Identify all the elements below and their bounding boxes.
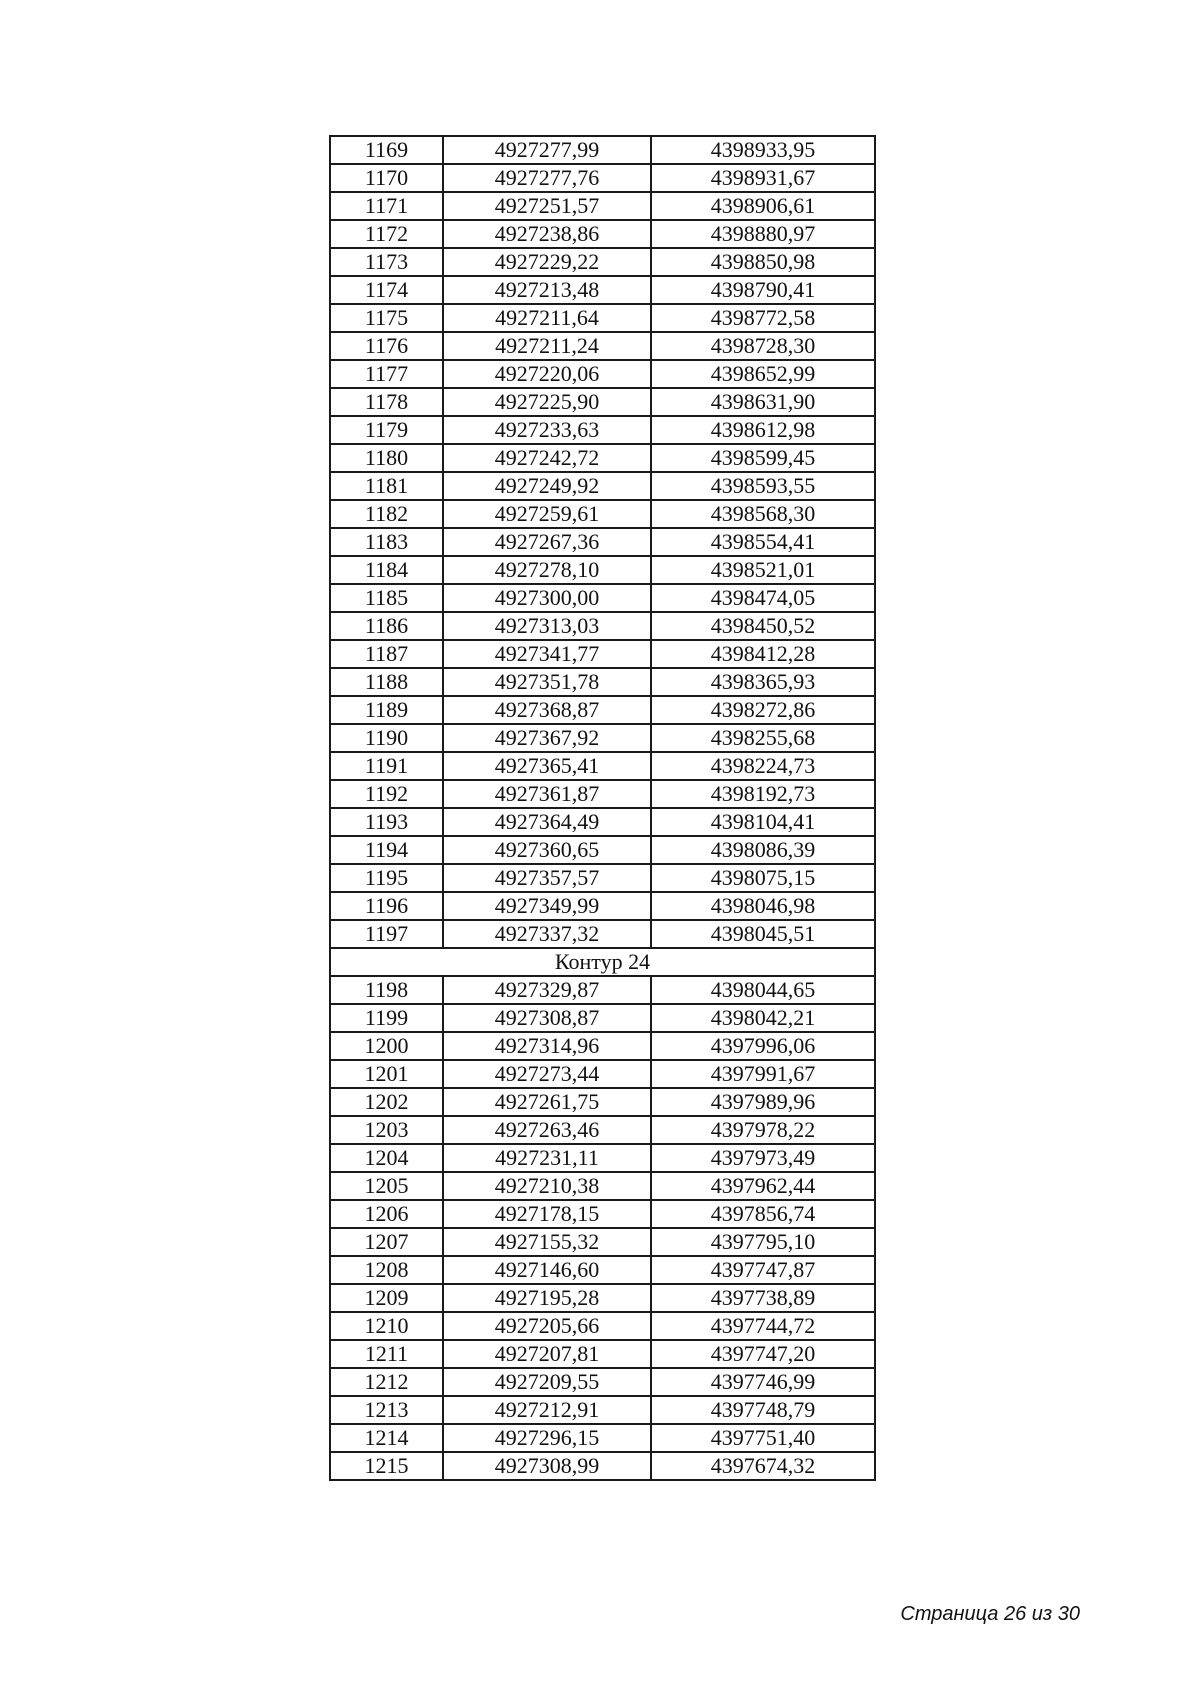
table-row xyxy=(330,752,875,780)
y-coordinate-cell: 4398412,28 xyxy=(651,640,875,668)
x-coordinate-cell: 4927178,15 xyxy=(443,1200,651,1228)
table-row xyxy=(330,192,875,220)
x-coordinate-cell: 4927209,55 xyxy=(443,1368,651,1396)
y-coordinate-cell: 4398086,39 xyxy=(651,836,875,864)
table-row xyxy=(330,640,875,668)
x-coordinate-cell: 4927313,03 xyxy=(443,612,651,640)
x-coordinate-cell: 4927261,75 xyxy=(443,1088,651,1116)
table-row xyxy=(330,1228,875,1256)
x-coordinate-cell: 4927229,22 xyxy=(443,248,651,276)
x-coordinate-cell: 4927351,78 xyxy=(443,668,651,696)
y-coordinate-cell: 4398652,99 xyxy=(651,360,875,388)
x-coordinate-cell: 4927146,60 xyxy=(443,1256,651,1284)
x-coordinate-cell: 4927267,36 xyxy=(443,528,651,556)
table-row xyxy=(330,584,875,612)
x-coordinate-cell: 4927225,90 xyxy=(443,388,651,416)
page-number: Страница 26 из 30 xyxy=(900,1603,1080,1625)
table-row xyxy=(330,1144,875,1172)
x-coordinate-cell: 4927242,72 xyxy=(443,444,651,472)
table-row xyxy=(330,332,875,360)
x-coordinate-cell: 4927195,28 xyxy=(443,1284,651,1312)
y-coordinate-cell: 4398631,90 xyxy=(651,388,875,416)
y-coordinate-cell: 4398880,97 xyxy=(651,220,875,248)
x-coordinate-cell: 4927308,87 xyxy=(443,1004,651,1032)
y-coordinate-cell: 4398075,15 xyxy=(651,864,875,892)
table-row xyxy=(330,1284,875,1312)
table-row xyxy=(330,304,875,332)
point-number-cell: 1213 xyxy=(330,1396,443,1424)
y-coordinate-cell: 4398224,73 xyxy=(651,752,875,780)
point-number-cell: 1176 xyxy=(330,332,443,360)
x-coordinate-cell: 4927361,87 xyxy=(443,780,651,808)
point-number-cell: 1202 xyxy=(330,1088,443,1116)
x-coordinate-cell: 4927357,57 xyxy=(443,864,651,892)
point-number-cell: 1177 xyxy=(330,360,443,388)
x-coordinate-cell: 4927329,87 xyxy=(443,976,651,1004)
y-coordinate-cell: 4397989,96 xyxy=(651,1088,875,1116)
table-row xyxy=(330,1200,875,1228)
x-coordinate-cell: 4927365,41 xyxy=(443,752,651,780)
table-row xyxy=(330,500,875,528)
x-coordinate-cell: 4927263,46 xyxy=(443,1116,651,1144)
x-coordinate-cell: 4927155,32 xyxy=(443,1228,651,1256)
table-row xyxy=(330,1172,875,1200)
point-number-cell: 1174 xyxy=(330,276,443,304)
point-number-cell: 1203 xyxy=(330,1116,443,1144)
table-row xyxy=(330,528,875,556)
table-row xyxy=(330,1396,875,1424)
point-number-cell: 1197 xyxy=(330,920,443,948)
x-coordinate-cell: 4927273,44 xyxy=(443,1060,651,1088)
point-number-cell: 1184 xyxy=(330,556,443,584)
table-row xyxy=(330,1060,875,1088)
y-coordinate-cell: 4397856,74 xyxy=(651,1200,875,1228)
point-number-cell: 1178 xyxy=(330,388,443,416)
table-row xyxy=(330,556,875,584)
x-coordinate-cell: 4927211,24 xyxy=(443,332,651,360)
y-coordinate-cell: 4398568,30 xyxy=(651,500,875,528)
table-row xyxy=(330,472,875,500)
x-coordinate-cell: 4927212,91 xyxy=(443,1396,651,1424)
point-number-cell: 1192 xyxy=(330,780,443,808)
table-row xyxy=(330,696,875,724)
y-coordinate-cell: 4397747,87 xyxy=(651,1256,875,1284)
point-number-cell: 1170 xyxy=(330,164,443,192)
point-number-cell: 1196 xyxy=(330,892,443,920)
table-row xyxy=(330,1452,875,1480)
table-row xyxy=(330,836,875,864)
table-row xyxy=(330,1368,875,1396)
point-number-cell: 1189 xyxy=(330,696,443,724)
y-coordinate-cell: 4397674,32 xyxy=(651,1452,875,1480)
point-number-cell: 1183 xyxy=(330,528,443,556)
x-coordinate-cell: 4927364,49 xyxy=(443,808,651,836)
y-coordinate-cell: 4397962,44 xyxy=(651,1172,875,1200)
point-number-cell: 1214 xyxy=(330,1424,443,1452)
point-number-cell: 1211 xyxy=(330,1340,443,1368)
y-coordinate-cell: 4397748,79 xyxy=(651,1396,875,1424)
table-row xyxy=(330,1340,875,1368)
table-row xyxy=(330,920,875,948)
y-coordinate-cell: 4398450,52 xyxy=(651,612,875,640)
y-coordinate-cell: 4398612,98 xyxy=(651,416,875,444)
y-coordinate-cell: 4398850,98 xyxy=(651,248,875,276)
y-coordinate-cell: 4397978,22 xyxy=(651,1116,875,1144)
y-coordinate-cell: 4397751,40 xyxy=(651,1424,875,1452)
x-coordinate-cell: 4927277,99 xyxy=(443,136,651,164)
y-coordinate-cell: 4398042,21 xyxy=(651,1004,875,1032)
point-number-cell: 1188 xyxy=(330,668,443,696)
y-coordinate-cell: 4397991,67 xyxy=(651,1060,875,1088)
x-coordinate-cell: 4927249,92 xyxy=(443,472,651,500)
point-number-cell: 1195 xyxy=(330,864,443,892)
point-number-cell: 1200 xyxy=(330,1032,443,1060)
point-number-cell: 1205 xyxy=(330,1172,443,1200)
x-coordinate-cell: 4927300,00 xyxy=(443,584,651,612)
point-number-cell: 1207 xyxy=(330,1228,443,1256)
y-coordinate-cell: 4397795,10 xyxy=(651,1228,875,1256)
x-coordinate-cell: 4927349,99 xyxy=(443,892,651,920)
table-row xyxy=(330,1424,875,1452)
y-coordinate-cell: 4398593,55 xyxy=(651,472,875,500)
y-coordinate-cell: 4398933,95 xyxy=(651,136,875,164)
table-row xyxy=(330,892,875,920)
y-coordinate-cell: 4398554,41 xyxy=(651,528,875,556)
table-row xyxy=(330,1256,875,1284)
point-number-cell: 1185 xyxy=(330,584,443,612)
point-number-cell: 1194 xyxy=(330,836,443,864)
point-number-cell: 1201 xyxy=(330,1060,443,1088)
y-coordinate-cell: 4398255,68 xyxy=(651,724,875,752)
x-coordinate-cell: 4927367,92 xyxy=(443,724,651,752)
x-coordinate-cell: 4927205,66 xyxy=(443,1312,651,1340)
point-number-cell: 1193 xyxy=(330,808,443,836)
table-row xyxy=(330,976,875,1004)
table-row xyxy=(330,864,875,892)
table-row xyxy=(330,276,875,304)
y-coordinate-cell: 4398272,86 xyxy=(651,696,875,724)
table-row xyxy=(330,416,875,444)
y-coordinate-cell: 4398044,65 xyxy=(651,976,875,1004)
x-coordinate-cell: 4927238,86 xyxy=(443,220,651,248)
table-row xyxy=(330,1032,875,1060)
table-row xyxy=(330,388,875,416)
point-number-cell: 1208 xyxy=(330,1256,443,1284)
x-coordinate-cell: 4927207,81 xyxy=(443,1340,651,1368)
x-coordinate-cell: 4927213,48 xyxy=(443,276,651,304)
table-row xyxy=(330,360,875,388)
coordinates-table xyxy=(329,135,876,1481)
y-coordinate-cell: 4397744,72 xyxy=(651,1312,875,1340)
y-coordinate-cell: 4398728,30 xyxy=(651,332,875,360)
table-row xyxy=(330,612,875,640)
point-number-cell: 1187 xyxy=(330,640,443,668)
x-coordinate-cell: 4927220,06 xyxy=(443,360,651,388)
point-number-cell: 1206 xyxy=(330,1200,443,1228)
table-row xyxy=(330,248,875,276)
point-number-cell: 1198 xyxy=(330,976,443,1004)
x-coordinate-cell: 4927233,63 xyxy=(443,416,651,444)
y-coordinate-cell: 4397973,49 xyxy=(651,1144,875,1172)
y-coordinate-cell: 4397746,99 xyxy=(651,1368,875,1396)
y-coordinate-cell: 4397738,89 xyxy=(651,1284,875,1312)
table-row xyxy=(330,136,875,164)
y-coordinate-cell: 4398790,41 xyxy=(651,276,875,304)
point-number-cell: 1179 xyxy=(330,416,443,444)
section-header-row xyxy=(330,948,875,976)
y-coordinate-cell: 4398521,01 xyxy=(651,556,875,584)
point-number-cell: 1190 xyxy=(330,724,443,752)
point-number-cell: 1191 xyxy=(330,752,443,780)
point-number-cell: 1204 xyxy=(330,1144,443,1172)
point-number-cell: 1212 xyxy=(330,1368,443,1396)
table-row xyxy=(330,1088,875,1116)
y-coordinate-cell: 4398474,05 xyxy=(651,584,875,612)
table-row xyxy=(330,164,875,192)
point-number-cell: 1209 xyxy=(330,1284,443,1312)
x-coordinate-cell: 4927296,15 xyxy=(443,1424,651,1452)
x-coordinate-cell: 4927251,57 xyxy=(443,192,651,220)
point-number-cell: 1171 xyxy=(330,192,443,220)
x-coordinate-cell: 4927314,96 xyxy=(443,1032,651,1060)
table-row xyxy=(330,1004,875,1032)
y-coordinate-cell: 4397747,20 xyxy=(651,1340,875,1368)
y-coordinate-cell: 4398906,61 xyxy=(651,192,875,220)
point-number-cell: 1199 xyxy=(330,1004,443,1032)
table-row xyxy=(330,1312,875,1340)
x-coordinate-cell: 4927277,76 xyxy=(443,164,651,192)
y-coordinate-cell: 4398599,45 xyxy=(651,444,875,472)
x-coordinate-cell: 4927368,87 xyxy=(443,696,651,724)
y-coordinate-cell: 4398772,58 xyxy=(651,304,875,332)
x-coordinate-cell: 4927278,10 xyxy=(443,556,651,584)
point-number-cell: 1175 xyxy=(330,304,443,332)
point-number-cell: 1173 xyxy=(330,248,443,276)
table-row xyxy=(330,1116,875,1144)
point-number-cell: 1172 xyxy=(330,220,443,248)
x-coordinate-cell: 4927360,65 xyxy=(443,836,651,864)
point-number-cell: 1186 xyxy=(330,612,443,640)
point-number-cell: 1210 xyxy=(330,1312,443,1340)
x-coordinate-cell: 4927337,32 xyxy=(443,920,651,948)
y-coordinate-cell: 4398192,73 xyxy=(651,780,875,808)
x-coordinate-cell: 4927231,11 xyxy=(443,1144,651,1172)
table-row xyxy=(330,808,875,836)
table-row xyxy=(330,668,875,696)
table-row xyxy=(330,724,875,752)
point-number-cell: 1180 xyxy=(330,444,443,472)
y-coordinate-cell: 4398045,51 xyxy=(651,920,875,948)
table-row xyxy=(330,220,875,248)
table-row xyxy=(330,780,875,808)
y-coordinate-cell: 4398104,41 xyxy=(651,808,875,836)
table-row xyxy=(330,444,875,472)
point-number-cell: 1182 xyxy=(330,500,443,528)
y-coordinate-cell: 4398046,98 xyxy=(651,892,875,920)
point-number-cell: 1169 xyxy=(330,136,443,164)
x-coordinate-cell: 4927259,61 xyxy=(443,500,651,528)
x-coordinate-cell: 4927341,77 xyxy=(443,640,651,668)
point-number-cell: 1215 xyxy=(330,1452,443,1480)
section-label: Контур 24 xyxy=(330,948,875,976)
y-coordinate-cell: 4397996,06 xyxy=(651,1032,875,1060)
x-coordinate-cell: 4927211,64 xyxy=(443,304,651,332)
coordinates-table-body xyxy=(330,136,875,1480)
x-coordinate-cell: 4927308,99 xyxy=(443,1452,651,1480)
y-coordinate-cell: 4398365,93 xyxy=(651,668,875,696)
y-coordinate-cell: 4398931,67 xyxy=(651,164,875,192)
x-coordinate-cell: 4927210,38 xyxy=(443,1172,651,1200)
point-number-cell: 1181 xyxy=(330,472,443,500)
